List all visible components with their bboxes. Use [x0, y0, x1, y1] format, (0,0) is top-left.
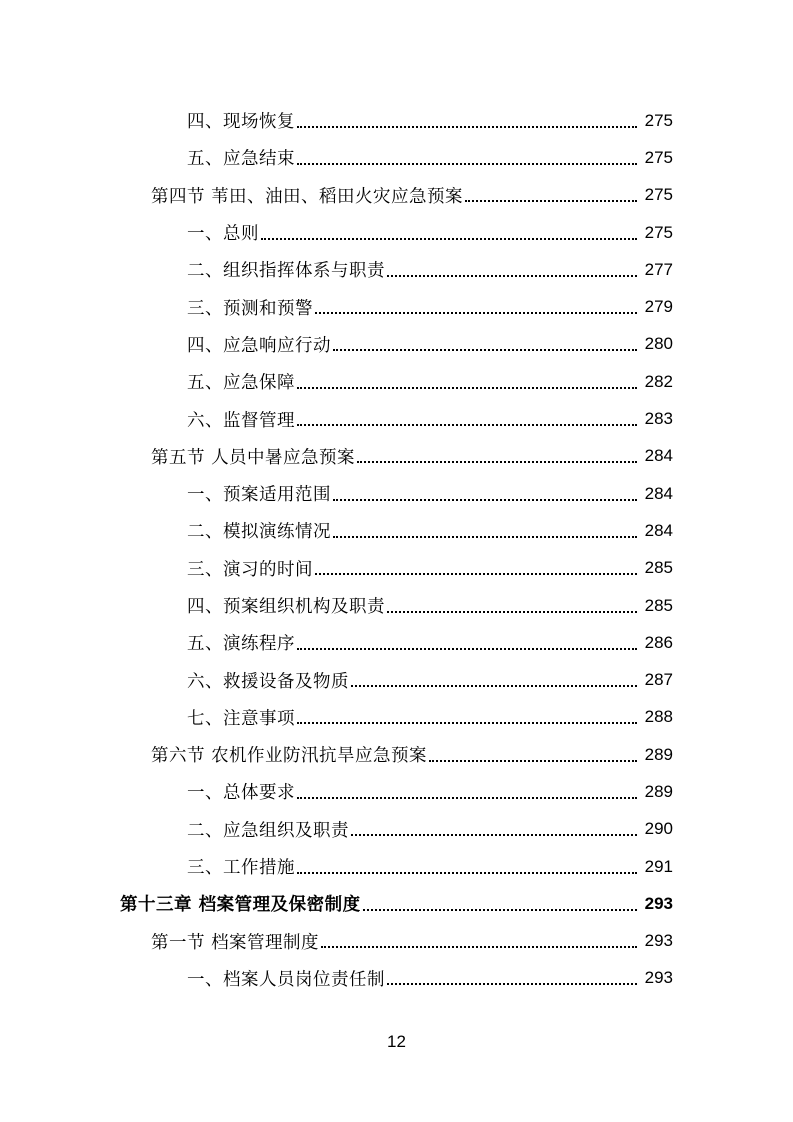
toc-dot-leader [297, 387, 637, 389]
toc-entry-label: 第六节 农机作业防汛抗旱应急预案 [151, 746, 428, 767]
toc-entry-page: 287 [644, 670, 673, 690]
toc-subsection-entry[interactable] [0, 214, 793, 251]
toc-entry-page: 279 [644, 297, 673, 317]
toc-dot-leader [387, 611, 637, 613]
toc-entry-page: 275 [644, 147, 673, 167]
toc-dot-leader [297, 872, 637, 874]
toc-subsection-entry[interactable] [0, 400, 793, 437]
toc-subsection-entry[interactable] [0, 550, 793, 587]
toc-entry-page: 289 [644, 744, 673, 764]
toc-entry-label: 五、应急结束 [187, 149, 295, 170]
toc-dot-leader [261, 238, 637, 240]
toc-dot-leader [363, 909, 637, 911]
toc-chapter-entry[interactable] [0, 885, 793, 922]
toc-entry-label: 六、监督管理 [187, 410, 295, 431]
toc-entry-page: 284 [644, 520, 673, 540]
toc-section-entry[interactable] [0, 177, 793, 214]
toc-entry-page: 275 [644, 110, 673, 130]
toc-subsection-entry[interactable] [0, 512, 793, 549]
toc-dot-leader [429, 760, 637, 762]
toc-subsection-entry[interactable] [0, 661, 793, 698]
toc-entry-label: 第一节 档案管理制度 [151, 932, 320, 953]
toc-entry-page: 288 [644, 707, 673, 727]
toc-dot-leader [333, 536, 637, 538]
toc-subsection-entry[interactable] [0, 960, 793, 997]
toc-entry-page: 283 [644, 409, 673, 429]
toc-entry-label: 二、应急组织及职责 [187, 820, 349, 841]
toc-entry-label: 一、档案人员岗位责任制 [187, 969, 385, 990]
toc-entry-label: 四、预案组织机构及职责 [187, 597, 385, 617]
toc-subsection-entry[interactable] [0, 699, 793, 736]
toc-entry-page: 285 [644, 558, 673, 578]
toc-dot-leader [357, 461, 637, 463]
toc-section-entry[interactable] [0, 923, 793, 960]
toc-entry-label: 二、模拟演练情况 [187, 522, 331, 543]
toc-dot-leader [387, 983, 637, 985]
toc-entry-label: 第四节 苇田、油田、稻田火灾应急预案 [151, 186, 464, 207]
toc-dot-leader [297, 797, 637, 799]
toc-dot-leader [351, 834, 637, 836]
toc-entry-page: 280 [644, 334, 673, 354]
toc-dot-leader [321, 946, 637, 948]
toc-entry-label: 二、组织指挥体系与职责 [187, 261, 385, 282]
toc-entry-page: 293 [644, 968, 673, 988]
toc-dot-leader [297, 648, 637, 650]
toc-entry-label: 四、应急响应行动 [187, 335, 331, 356]
toc-entry-page: 293 [644, 931, 673, 951]
toc-entry-label: 四、现场恢复 [187, 112, 295, 133]
toc-entry-page: 277 [644, 259, 673, 279]
toc-entry-label: 第五节 人员中暑应急预案 [151, 447, 356, 468]
toc-entry-label: 五、应急保障 [187, 373, 295, 394]
toc-subsection-entry[interactable] [0, 587, 793, 624]
toc-dot-leader [333, 349, 637, 351]
toc-entry-page: 293 [644, 893, 673, 913]
toc-entry-label: 第十三章 档案管理及保密制度 [120, 895, 361, 916]
toc-entry-page: 290 [644, 819, 673, 839]
toc-entry-page: 285 [644, 595, 673, 615]
toc-subsection-entry[interactable] [0, 363, 793, 400]
toc-entry-label: 六、救援设备及物质 [187, 671, 349, 692]
toc-entry-page: 284 [644, 446, 673, 466]
toc-section-entry[interactable] [0, 438, 793, 475]
toc-section-entry[interactable] [0, 736, 793, 773]
toc-subsection-entry[interactable] [0, 624, 793, 661]
toc-dot-leader [297, 126, 637, 128]
toc-entry-label: 三、工作措施 [187, 858, 295, 879]
toc-subsection-entry[interactable] [0, 475, 793, 512]
toc-subsection-entry[interactable] [0, 773, 793, 810]
toc-entry-page: 289 [644, 781, 673, 801]
toc-entry-page: 282 [644, 371, 673, 391]
toc-dot-leader [297, 163, 637, 165]
toc-dot-leader [351, 685, 637, 687]
toc-entry-label: 五、演练程序 [187, 634, 295, 655]
toc-subsection-entry[interactable] [0, 251, 793, 288]
toc-dot-leader [465, 200, 637, 202]
toc-dot-leader [315, 312, 637, 314]
toc-entry-page: 275 [644, 185, 673, 205]
toc-entry-page: 275 [644, 222, 673, 242]
toc-subsection-entry[interactable] [0, 811, 793, 848]
toc-subsection-entry[interactable] [0, 139, 793, 176]
toc-subsection-entry[interactable] [0, 102, 793, 139]
toc-entry-label: 七、注意事项 [187, 708, 295, 729]
toc-entry-label: 三、演习的时间 [187, 559, 313, 580]
toc-dot-leader [387, 275, 637, 277]
table-of-contents [0, 102, 793, 997]
toc-entry-label: 一、总则 [187, 224, 259, 245]
toc-subsection-entry[interactable] [0, 288, 793, 325]
toc-entry-label: 一、预案适用范围 [187, 485, 331, 506]
page-number: 12 [387, 1032, 406, 1051]
toc-entry-page: 284 [644, 483, 673, 503]
toc-subsection-entry[interactable] [0, 848, 793, 885]
toc-entry-label: 一、总体要求 [187, 783, 295, 804]
toc-dot-leader [333, 499, 637, 501]
toc-subsection-entry[interactable] [0, 326, 793, 363]
toc-entry-page: 291 [644, 856, 673, 876]
toc-entry-page: 286 [644, 632, 673, 652]
toc-entry-label: 三、预测和预警 [187, 298, 313, 319]
toc-dot-leader [297, 424, 637, 426]
toc-dot-leader [297, 722, 637, 724]
toc-dot-leader [315, 573, 637, 575]
